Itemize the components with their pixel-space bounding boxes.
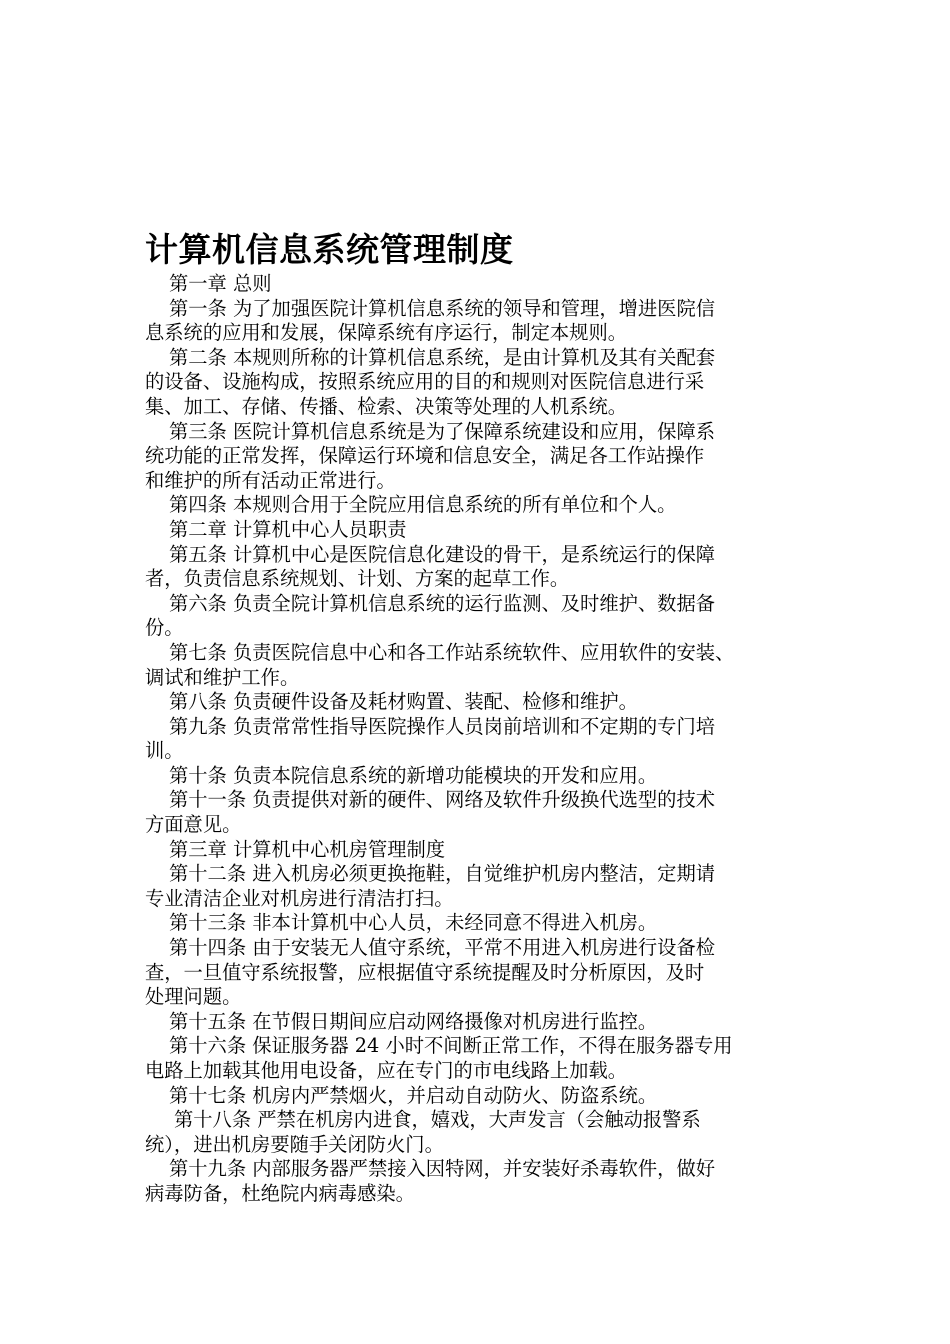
article-paragraph — [145, 690, 845, 715]
text-line: 第十五条 在节假日期间应启动网络摄像对机房进行监控。 — [169, 1009, 658, 1033]
article-paragraph — [145, 715, 845, 764]
article-paragraph — [145, 592, 845, 641]
text-line: 第十条 负责本院信息系统的新增功能模块的开发和应用。 — [169, 763, 658, 787]
text-line: 第二条 本规则所称的计算机信息系统，是由计算机及其有关配套 — [169, 345, 716, 369]
text-line: 训。 — [145, 739, 184, 763]
chapter-heading: 第二章 计算机中心人员职责 — [169, 517, 407, 541]
text-line: 第十一条 负责提供对新的硬件、网络及软件升级换代选型的技术 — [169, 788, 716, 812]
text-line: 第十三条 非本计算机中心人员，未经同意不得进入机房。 — [169, 911, 658, 935]
article-paragraph — [145, 346, 845, 420]
text-line: 第四条 本规则合用于全院应用信息系统的所有单位和个人。 — [169, 493, 677, 517]
text-line: 的设备、设施构成，按照系统应用的目的和规则对医院信息进行采 — [145, 370, 705, 394]
article-paragraph — [145, 1010, 845, 1035]
article-paragraph — [145, 1157, 845, 1206]
text-line: 第九条 负责常常性指导医院操作人员岗前培训和不定期的专门培 — [169, 714, 716, 738]
document-body — [145, 272, 845, 1207]
article-paragraph — [145, 1034, 845, 1083]
text-line: 第八条 负责硬件设备及耗材购置、装配、检修和维护。 — [169, 690, 638, 714]
text-line: 第三条 医院计算机信息系统是为了保障系统建设和应用，保障系 — [169, 419, 716, 443]
chapter-heading: 第一章 总则 — [169, 272, 272, 295]
text-line: 第十七条 机房内严禁烟火，并启动自动防火、防盗系统。 — [169, 1083, 658, 1107]
article-paragraph — [145, 1084, 845, 1109]
text-line: 第十六条 保证服务器 24 小时不间断正常工作，不得在服务器专用 — [169, 1034, 733, 1058]
text-line: 份。 — [145, 616, 184, 640]
article-paragraph — [145, 543, 845, 592]
article-paragraph — [145, 936, 845, 1010]
text-line: 病毒防备，杜绝院内病毒感染。 — [145, 1181, 415, 1205]
article-paragraph — [145, 911, 845, 936]
text-line: 专业清洁企业对机房进行清洁打扫。 — [145, 886, 454, 910]
text-line: 处理问题。 — [145, 985, 242, 1009]
text-line: 第十四条 由于安装无人值守系统，平常不用进入机房进行设备检 — [169, 936, 716, 960]
text-line: 统），进出机房要随手关闭防火门。 — [145, 1132, 444, 1156]
text-line: 第十二条 进入机房必须更换拖鞋，自觉维护机房内整洁，定期请 — [169, 862, 716, 886]
text-line: 第六条 负责全院计算机信息系统的运行监测、及时维护、数据备 — [169, 591, 716, 615]
article-paragraph — [145, 1108, 845, 1157]
text-line: 第十八条 严禁在机房内进食，嬉戏，大声发言（会触动报警系 — [174, 1108, 701, 1132]
text-line: 统功能的正常发挥，保障运行环境和信息安全，满足各工作站操作 — [145, 444, 705, 468]
text-line: 电路上加载其他用电设备，应在专门的市电线路上加载。 — [145, 1059, 628, 1082]
article-paragraph — [145, 641, 845, 690]
article-paragraph — [145, 297, 845, 346]
chapter-heading: 第三章 计算机中心机房管理制度 — [169, 837, 446, 861]
text-line: 第七条 负责医院信息中心和各工作站系统软件、应用软件的安装、 — [169, 640, 735, 664]
text-line: 息系统的应用和发展，保障系统有序运行，制定本规则。 — [145, 321, 628, 345]
article-paragraph — [145, 493, 845, 518]
document-title: 计算机信息系统管理制度 — [145, 230, 514, 269]
text-line: 第十九条 内部服务器严禁接入因特网，并安装好杀毒软件，做好 — [169, 1157, 716, 1181]
article-paragraph — [145, 420, 845, 494]
text-line: 调试和维护工作。 — [145, 665, 300, 689]
article-paragraph — [145, 764, 845, 789]
article-paragraph — [145, 788, 845, 837]
text-line: 查，一旦值守系统报警，应根据值守系统提醒及时分析原因，及时 — [145, 960, 705, 984]
text-line: 方面意见。 — [145, 813, 242, 837]
text-line: 第五条 计算机中心是医院信息化建设的骨干，是系统运行的保障 — [169, 542, 716, 566]
article-paragraph — [145, 862, 845, 911]
text-line: 和维护的所有活动正常进行。 — [145, 468, 396, 492]
text-line: 者，负责信息系统规划、计划、方案的起草工作。 — [145, 567, 570, 591]
text-line: 集、加工、存储、传播、检索、决策等处理的人机系统。 — [145, 394, 628, 418]
text-line: 第一条 为了加强医院计算机信息系统的领导和管理，增进医院信 — [169, 296, 716, 320]
